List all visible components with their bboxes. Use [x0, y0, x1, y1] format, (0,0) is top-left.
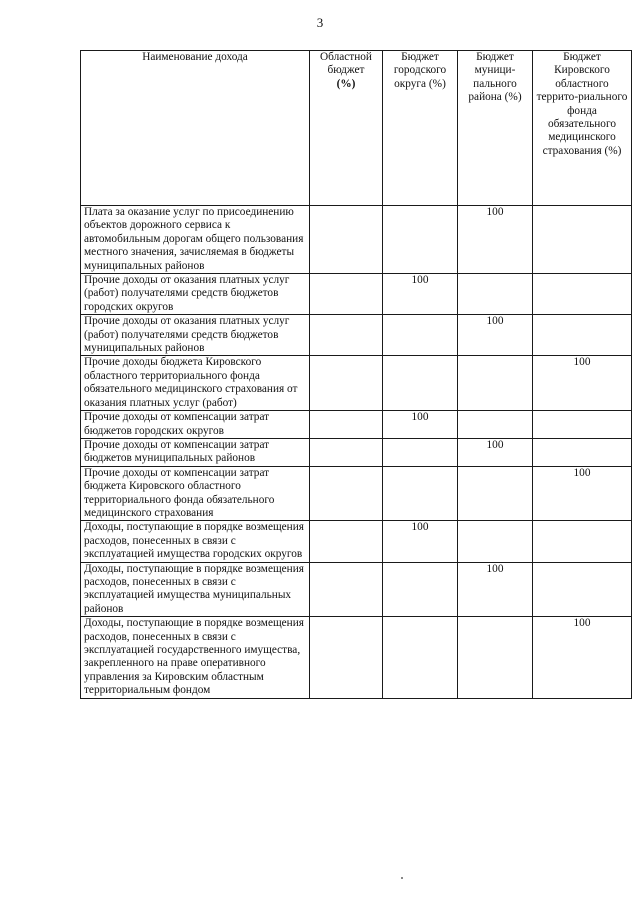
row-fund-value	[533, 411, 632, 439]
table-row	[81, 617, 632, 698]
row-income-name: Прочие доходы от компенсации затрат бюджетов муниципальных районов	[81, 438, 310, 466]
row-municipal-value	[458, 617, 533, 698]
table-row	[81, 562, 632, 617]
row-city-value: 100	[383, 411, 458, 439]
header-city-budget-text: Бюджет городского округа (%)	[393, 51, 447, 90]
row-municipal-value: 100	[458, 438, 533, 466]
table-row	[81, 466, 632, 521]
scan-speck	[401, 877, 403, 879]
row-fund-value: 100	[533, 356, 632, 411]
row-city-value: 100	[383, 274, 458, 315]
page-number: 3	[316, 15, 324, 30]
row-fund-value	[533, 562, 632, 617]
row-city-value	[383, 617, 458, 698]
row-city-value	[383, 315, 458, 356]
row-city-value	[383, 206, 458, 274]
row-fund-value	[533, 438, 632, 466]
row-city-value: 100	[383, 521, 458, 562]
row-regional-value	[310, 466, 383, 521]
header-city-budget	[383, 51, 458, 206]
income-distribution-table	[80, 50, 632, 699]
row-fund-value: 100	[533, 617, 632, 698]
header-fund-budget-text: Бюджет Кировского областного террито-риального фонда обязательного медицинского страхования (%)	[536, 51, 628, 157]
row-fund-value	[533, 274, 632, 315]
header-income-name	[81, 51, 310, 206]
row-income-name: Доходы, поступающие в порядке возмещения расходов, понесенных в связи с эксплуатацией имущества городских округов	[81, 521, 310, 562]
row-city-value	[383, 466, 458, 521]
header-regional-budget	[310, 51, 383, 206]
row-fund-value	[533, 315, 632, 356]
row-regional-value	[310, 274, 383, 315]
row-municipal-value: 100	[458, 206, 533, 274]
row-income-name: Прочие доходы бюджета Кировского областного территориального фонда обязательного медицинского страхования от оказания платных услуг (работ)	[81, 356, 310, 411]
table-header-row	[81, 51, 632, 206]
row-fund-value	[533, 206, 632, 274]
row-municipal-value	[458, 521, 533, 562]
row-city-value	[383, 562, 458, 617]
row-city-value	[383, 438, 458, 466]
table-row	[81, 274, 632, 315]
table-row	[81, 521, 632, 562]
row-regional-value	[310, 315, 383, 356]
row-regional-value	[310, 438, 383, 466]
row-municipal-value	[458, 411, 533, 439]
table-row	[81, 411, 632, 439]
row-regional-value	[310, 356, 383, 411]
header-regional-budget-unit: (%)	[336, 77, 356, 90]
row-income-name: Прочие доходы от компенсации затрат бюджета Кировского областного территориального фонда обязательного медицинского страхования	[81, 466, 310, 521]
row-municipal-value	[458, 466, 533, 521]
row-regional-value	[310, 521, 383, 562]
table-row	[81, 438, 632, 466]
row-municipal-value	[458, 274, 533, 315]
row-fund-value	[533, 521, 632, 562]
row-fund-value: 100	[533, 466, 632, 521]
row-regional-value	[310, 562, 383, 617]
row-income-name: Прочие доходы от оказания платных услуг (работ) получателями средств бюджетов городских округов	[81, 274, 310, 315]
row-income-name: Прочие доходы от оказания платных услуг (работ) получателями средств бюджетов муниципальных районов	[81, 315, 310, 356]
row-municipal-value	[458, 356, 533, 411]
header-fund-budget	[533, 51, 632, 206]
header-municipal-budget	[458, 51, 533, 206]
row-income-name: Доходы, поступающие в порядке возмещения расходов, понесенных в связи с эксплуатацией имущества муниципальных районов	[81, 562, 310, 617]
table-row	[81, 315, 632, 356]
row-regional-value	[310, 617, 383, 698]
row-municipal-value: 100	[458, 315, 533, 356]
row-income-name: Плата за оказание услуг по присоединению объектов дорожного сервиса к автомобильным дорогам общего пользования местного значения, зачисляемая в бюджеты муниципальных районов	[81, 206, 310, 274]
table-row	[81, 206, 632, 274]
row-municipal-value: 100	[458, 562, 533, 617]
table-row	[81, 356, 632, 411]
row-income-name: Прочие доходы от компенсации затрат бюджетов городских округов	[81, 411, 310, 439]
header-income-name-text: Наименование дохода	[142, 51, 248, 63]
row-income-name: Доходы, поступающие в порядке возмещения расходов, понесенных в связи с эксплуатацией государственного имущества, закрепленного на праве оперативного управления за Кировским областным территориальным фондом	[81, 617, 310, 698]
header-regional-budget-text: Областной бюджет	[320, 51, 372, 77]
row-regional-value	[310, 206, 383, 274]
header-municipal-budget-text: Бюджет муници-пального района (%)	[468, 51, 522, 104]
row-regional-value	[310, 411, 383, 439]
row-city-value	[383, 356, 458, 411]
